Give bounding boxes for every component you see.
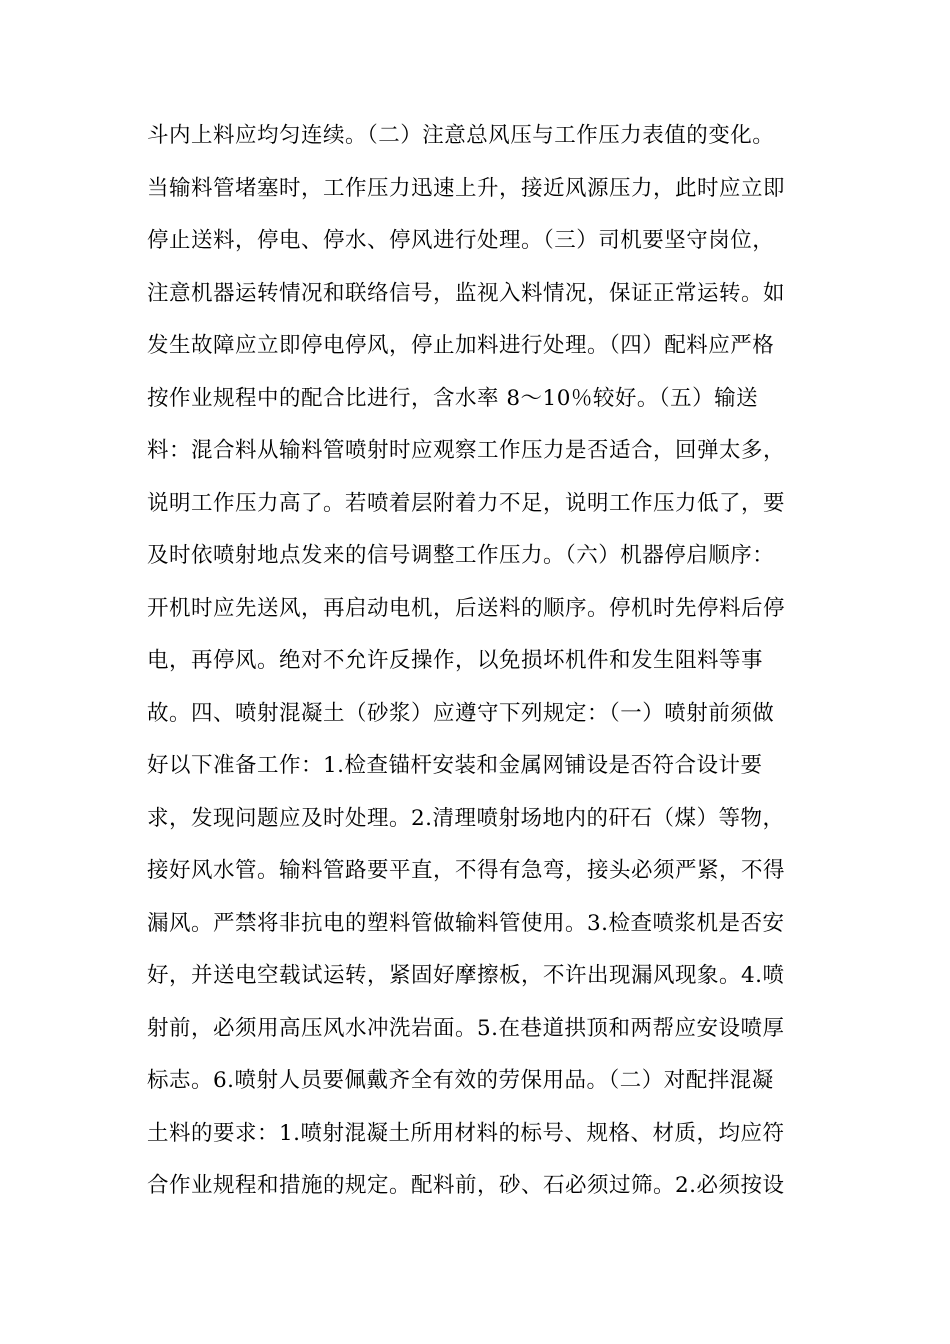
text-line: 漏风。严禁将非抗电的塑料管做输料管使用。3.检查喷浆机是否安 — [147, 910, 785, 936]
text-line: 合作业规程和措施的规定。配料前，砂、石必须过筛。2.必须按设 — [147, 1173, 785, 1198]
text-line: 射前，必须用高压风水冲洗岩面。5.在巷道拱顶和两帮应安设喷厚 — [147, 1015, 785, 1041]
text-line: 标志。6.喷射人员要佩戴齐全有效的劳保用品。（二）对配拌混凝 — [147, 1068, 774, 1093]
text-line: 停止送料，停电、停水、停风进行处理。（三）司机要坚守岗位， — [147, 228, 775, 253]
text-line: 求，发现问题应及时处理。2.清理喷射场地内的矸石（煤）等物， — [147, 805, 785, 831]
text-line: 说明工作压力高了。若喷着层附着力不足，说明工作压力低了，要 — [147, 490, 786, 516]
text-line: 土料的要求：1.喷射混凝土所用材料的标号、规格、材质，均应符 — [147, 1120, 785, 1146]
text-line: 注意机器运转情况和联络信号，监视入料情况，保证正常运转。如 — [147, 280, 786, 306]
text-line: 开机时应先送风，再启动电机，后送料的顺序。停机时先停料后停 — [147, 595, 786, 621]
body-text — [147, 110, 807, 1213]
text-line: 发生故障应立即停电停风，停止加料进行处理。（四）配料应严格 — [147, 333, 775, 358]
text-line: 接好风水管。输料管路要平直，不得有急弯，接头必须严紧，不得 — [147, 858, 786, 883]
text-line: 好以下准备工作：1.检查锚杆安装和金属网铺设是否符合设计要 — [147, 753, 763, 778]
text-line: 斗内上料应均匀连续。（二）注意总风压与工作压力表值的变化。 — [147, 123, 775, 148]
text-line: 电，再停风。绝对不允许反操作，以免损坏机件和发生阻料等事 — [147, 648, 764, 673]
text-line: 故。四、喷射混凝土（砂浆）应遵守下列规定：（一）喷射前须做 — [147, 700, 775, 726]
text-line: 当输料管堵塞时，工作压力迅速上升，接近风源压力，此时应立即 — [147, 175, 786, 201]
text-line: 料：混合料从输料管喷射时应观察工作压力是否适合，回弹太多， — [147, 438, 786, 463]
text-line: 按作业规程中的配合比进行，含水率 8～10％较好。（五）输送 — [147, 385, 759, 411]
text-line: 及时依喷射地点发来的信号调整工作压力。（六）机器停启顺序： — [147, 543, 775, 568]
text-line: 好，并送电空载试运转，紧固好摩擦板，不许出现漏风现象。4.喷 — [147, 963, 785, 988]
